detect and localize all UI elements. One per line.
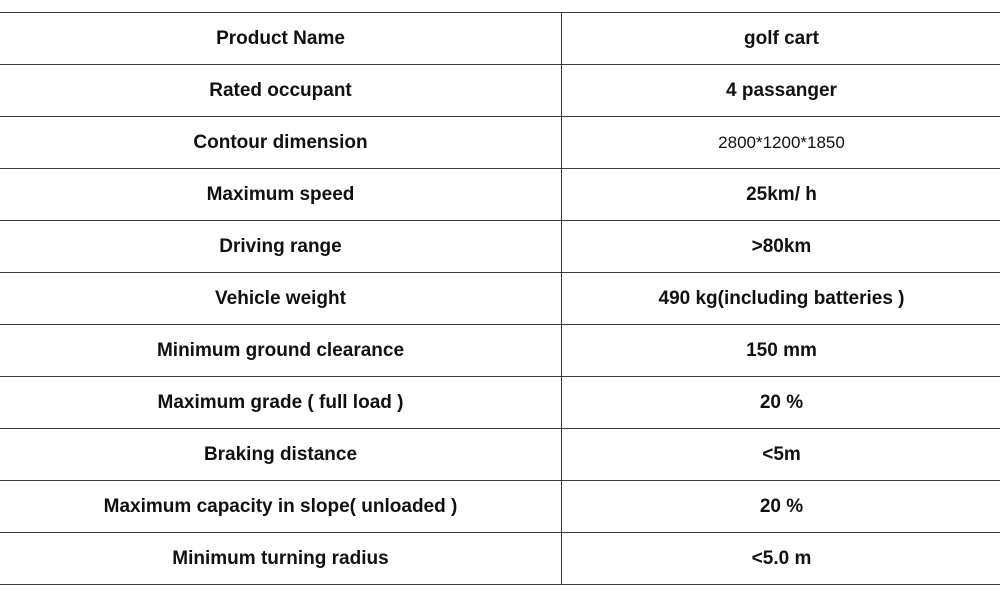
spec-value: 150 mm (562, 325, 1000, 377)
table-row (0, 273, 1000, 325)
spec-label: Contour dimension (0, 117, 562, 169)
table-row (0, 221, 1000, 273)
table-row (0, 169, 1000, 221)
spec-value: 20 % (562, 481, 1000, 533)
spec-value: 490 kg(including batteries ) (562, 273, 1000, 325)
spec-label: Product Name (0, 13, 562, 65)
spec-value: golf cart (562, 13, 1000, 65)
spec-value: 4 passanger (562, 65, 1000, 117)
spec-value: <5.0 m (562, 533, 1000, 585)
spec-label: Braking distance (0, 429, 562, 481)
spec-value: <5m (562, 429, 1000, 481)
spec-label: Rated occupant (0, 65, 562, 117)
spec-label: Maximum grade ( full load ) (0, 377, 562, 429)
spec-label: Minimum turning radius (0, 533, 562, 585)
spec-value: >80km (562, 221, 1000, 273)
table-row (0, 377, 1000, 429)
table-row (0, 533, 1000, 585)
spec-label: Maximum speed (0, 169, 562, 221)
table-row (0, 481, 1000, 533)
table-row (0, 13, 1000, 65)
spec-value: 25km/ h (562, 169, 1000, 221)
spec-value: 2800*1200*1850 (562, 117, 1000, 169)
table-row (0, 325, 1000, 377)
table-row (0, 65, 1000, 117)
spec-label: Vehicle weight (0, 273, 562, 325)
spec-table (0, 12, 1000, 585)
spec-value: 20 % (562, 377, 1000, 429)
spec-label: Driving range (0, 221, 562, 273)
spec-label: Maximum capacity in slope( unloaded ) (0, 481, 562, 533)
table-row (0, 429, 1000, 481)
spec-label: Minimum ground clearance (0, 325, 562, 377)
table-row (0, 117, 1000, 169)
